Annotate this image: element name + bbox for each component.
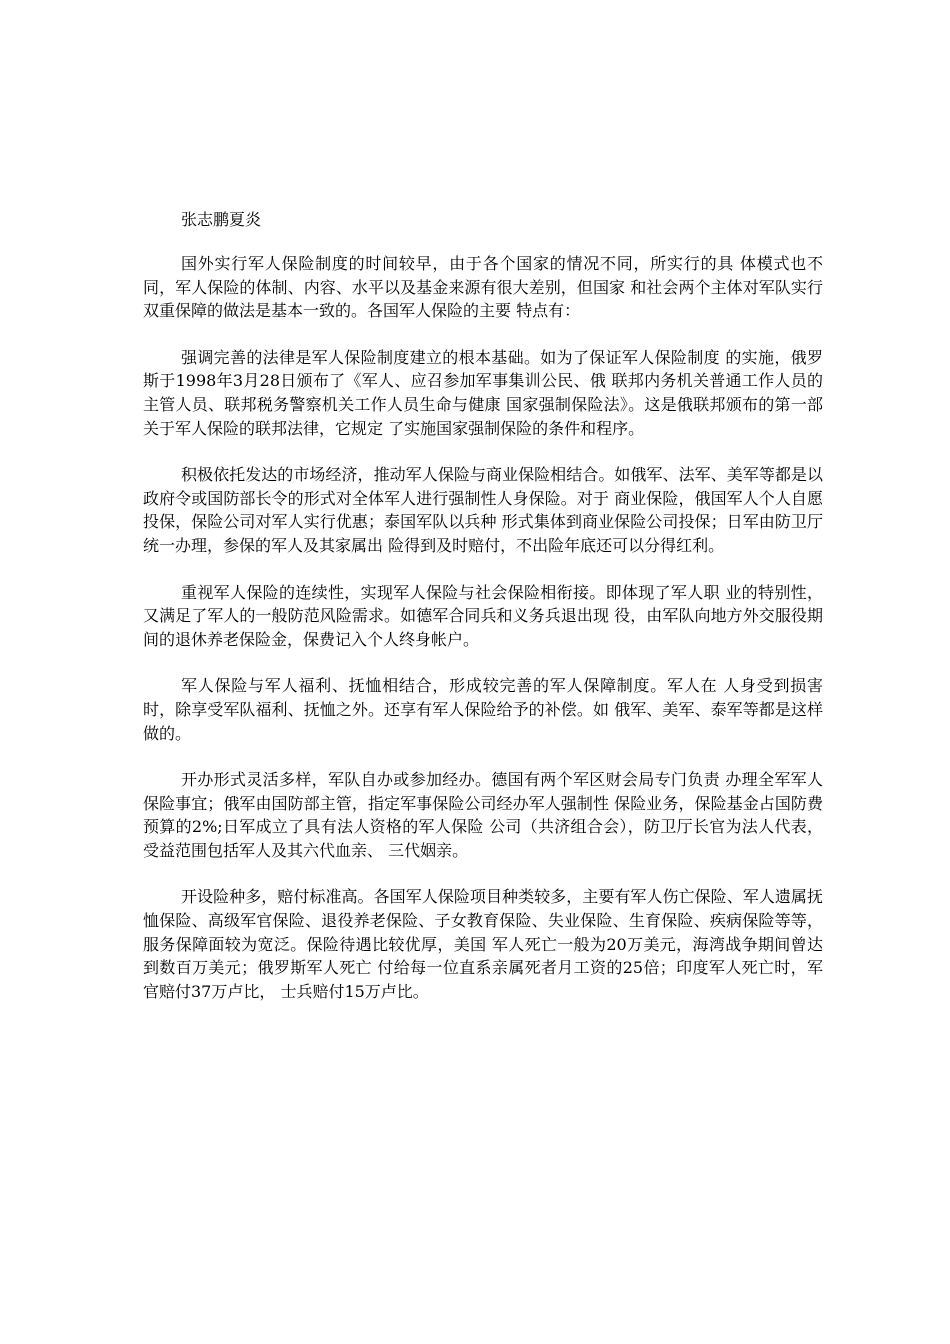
document-page [143,208,823,1026]
paragraph-flexible-forms: 开办形式灵活多样，军队自办或参加经办。德国有两个军区财会局专门负责 办理全军军人保险事宜；俄军由国防部主管，指定军事保险公司经办军人强制性 保险业务，保险基金占国防费预算的2%;日军成立了具有法人资格的军人保险 公司（共济组合会），防卫厅长官为法人代表，受益范围包括军人及其六代血亲、 三代姻亲。 [143,770,823,860]
paragraph-legal-basis: 强调完善的法律是军人保险制度建立的根本基础。如为了保证军人保险制度 的实施，俄罗斯于1998年3月28日颁布了《军人、应召参加军事集训公民、俄 联邦内务机关普通工作人员的主管人员、联邦税务警察机关工作人员生命与健康 国家强制保险法》。这是俄联邦颁布的第一部关于军人保险的联邦法律，它规定 了实施国家强制保险的条件和程序。 [143,347,823,438]
paragraph-welfare: 军人保险与军人福利、抚恤相结合，形成较完善的军人保障制度。军人在 人身受到损害时，除享受军队福利、抚恤之外。还享有军人保险给予的补偿。如 俄军、美军、泰军等都是这样做的。 [143,676,823,743]
author-line: 张志鹏夏炎 [181,210,262,229]
paragraph-market-economy: 积极依托发达的市场经济，推动军人保险与商业保险相结合。如俄军、法军、美军等都是以政府令或国防部长令的形式对全体军人进行强制性人身保险。对于 商业保险，俄国军人个人自愿投保，保险公司对军人实行优惠；泰国军队以兵种 形式集体到商业保险公司投保；日军由防卫厅统一办理，参保的军人及其家属出 险得到及时赔付，不出险年底还可以分得红利。 [143,465,823,555]
paragraph-intro: 国外实行军人保险制度的时间较早，由于各个国家的情况不同，所实行的具 体模式也不同，军人保险的体制、内容、水平以及基金来源有很大差别，但国家 和社会两个主体对军队实行双重保障的做法是基本一致的。各国军人保险的主要 特点有： [143,254,823,321]
paragraph-continuity: 重视军人保险的连续性，实现军人保险与社会保险相衔接。即体现了军人职 业的特别性，又满足了军人的一般防范风险需求。如德军合同兵和义务兵退出现 役，由军队向地方外交服役期间的退休养老保险金，保费记入个人终身帐户。 [143,582,823,649]
paragraph-insurance-types: 开设险种多，赔付标准高。各国军人保险项目种类较多，主要有军人伤亡保险、军人遗属抚恤保险、高级军官保险、退役养老保险、子女教育保险、失业保险、生育保险、疾病保险等等，服务保障面较为宽泛。保险待遇比较优厚，美国 军人死亡一般为20万美元，海湾战争期间曾达到数百万美元；俄罗斯军人死亡 付给每一位直系亲属死者月工资的25倍；印度军人死亡时，军官赔付37万卢比， 士兵赔付15万卢比。 [143,887,823,1001]
